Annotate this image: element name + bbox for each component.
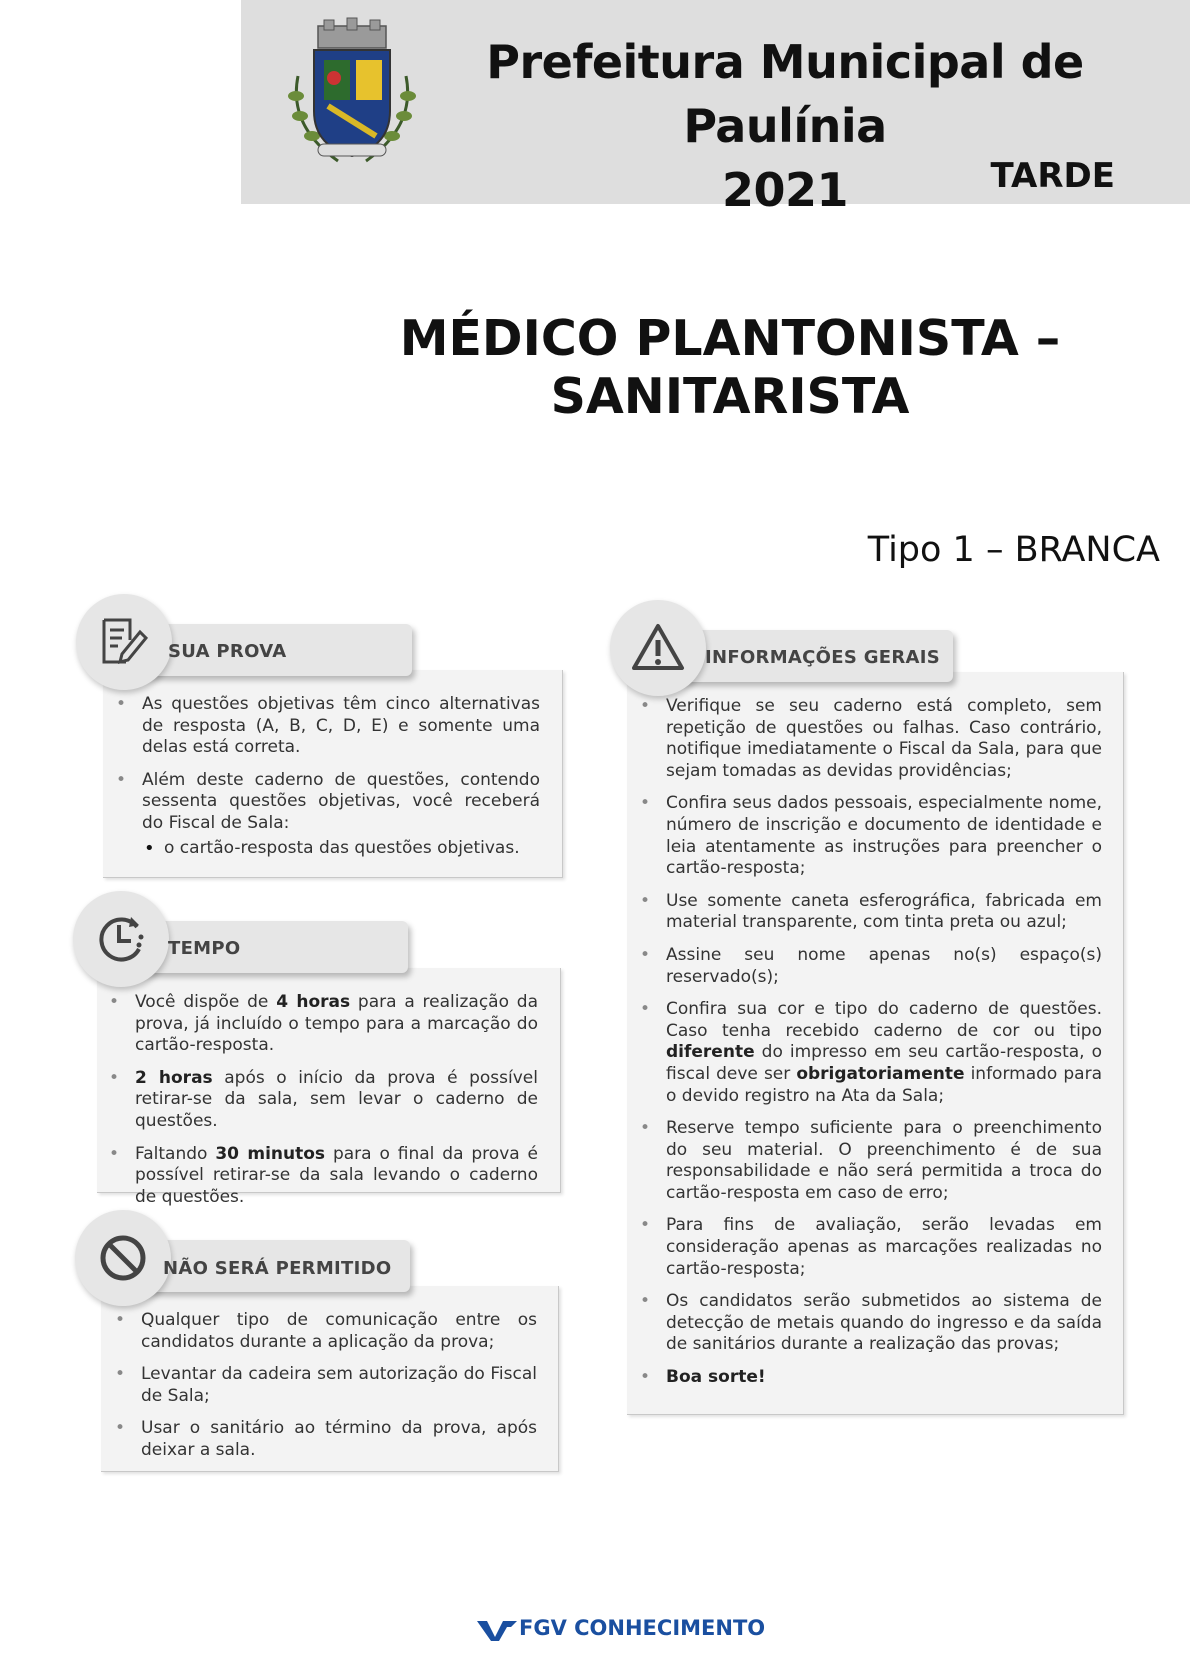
list-item [114,770,540,859]
list-item: • As questões objetivas têm cinco alternativas de resposta (A, B, C, D, E) e somente uma delas está correta. [114,694,540,759]
text-span: para o final da prova é possível retirar-se da sala levando o caderno de questões. [135,1143,539,1207]
tempo-list [107,992,538,1219]
bold-span: diferente [666,1042,755,1063]
bold-span: Boa sorte! [666,1367,766,1388]
document-pen-icon [96,614,152,670]
informacoes-list [638,696,1102,1400]
list-item [107,1068,538,1133]
list-item: • Use somente caneta esferográfica, fabricada em material transparente, com tinta preta ou azul; [638,891,1102,934]
exam-type: Tipo 1 – BRANCA [867,530,1160,570]
text-span: Confira sua cor e tipo do caderno de questões. Caso tenha recebido caderno de cor ou tipo [666,999,1102,1041]
bold-span: 30 minutos [215,1143,326,1164]
bold-span: 2 horas [135,1067,213,1088]
exam-title-line1: MÉDICO PLANTONISTA – [399,310,1061,367]
tempo-label: TEMPO [168,938,241,959]
informacoes-label: INFORMAÇÕES GERAIS [705,647,941,668]
informacoes-icon-circle [610,600,706,696]
clock-icon [93,911,149,967]
bold-span: 4 horas [276,992,351,1012]
fgv-logo-icon [477,1619,517,1643]
exam-title [380,310,1080,426]
exam-title-line2: SANITARISTA [550,368,910,425]
text-span: Você dispõe de [135,992,277,1012]
list-item [638,999,1102,1107]
tempo-icon-circle [73,891,169,987]
list-item: • Usar o sanitário ao término da prova, após deixar a sala. [113,1418,537,1461]
text-span: informado para o devido registro na Ata da Sala; [666,1063,1102,1106]
sub-list-item: • o cartão-resposta das questões objetivas. [142,838,540,860]
sub-list [142,838,540,860]
list-item: • Confira seus dados pessoais, especialmente nome, número de inscrição e documento de identidade e leia atentamente as instruções para preencher o cartão-resposta; [638,793,1102,879]
list-item [107,992,538,1057]
sua-prova-icon-circle [76,594,172,690]
header-title-line1: Prefeitura Municipal de Paulínia [486,35,1084,153]
list-item: • Levantar da cadeira sem autorização do Fiscal de Sala; [113,1364,537,1407]
footer-brand: FGV CONHECIMENTO [519,1616,766,1640]
list-item: • Reserve tempo suficiente para o preenchimento do seu material. O preenchimento é de sua responsabilidade e não será permitida a troca do cartão-resposta em caso de erro; [638,1118,1102,1204]
list-item [107,1144,538,1209]
list-item: • Para fins de avaliação, serão levadas em consideração apenas as marcações realizadas no cartão-resposta; [638,1215,1102,1280]
nao-permitido-label: NÃO SERÁ PERMITIDO [163,1258,392,1279]
list-item: • Os candidatos serão submetidos ao sistema de detecção de metais quando do ingresso e da saída de sanitários durante a realização das provas; [638,1291,1102,1356]
list-item: • Assine seu nome apenas no(s) espaço(s) reservado(s); [638,945,1102,988]
text-span: após o início da prova é possível retirar-se da sala, sem levar o caderno de questões. [135,1067,538,1131]
shift-label: TARDE [990,156,1115,196]
list-item [638,1367,1102,1389]
bold-span: obrigatoriamente [796,1063,965,1084]
nao-permitido-list [113,1310,537,1473]
text-span: para a realização da prova, já incluído o tempo para a marcação do cartão-resposta. [135,992,538,1056]
list-item-text: Além deste caderno de questões, contendo sessenta questões objetivas, você receberá do Fiscal de Sala: [142,769,540,833]
prohibited-icon [95,1230,151,1286]
text-span: do impresso em seu cartão-resposta, o fiscal deve ser [666,1042,1102,1084]
text-span: Faltando [135,1143,216,1164]
municipal-crest-icon [278,16,426,174]
list-item: • Qualquer tipo de comunicação entre os candidatos durante a aplicação da prova; [113,1310,537,1353]
header-title-line2: 2021 [721,163,849,217]
sua-prova-label: SUA PROVA [168,641,287,662]
list-item: • Verifique se seu caderno está completo, sem repetição de questões ou falhas. Caso contrário, notifique imediatamente o Fiscal da Sala, para que sejam tomadas as devidas providências; [638,696,1102,782]
sua-prova-list [114,694,540,870]
warning-icon [630,620,686,676]
nao-permitido-icon-circle [75,1210,171,1306]
